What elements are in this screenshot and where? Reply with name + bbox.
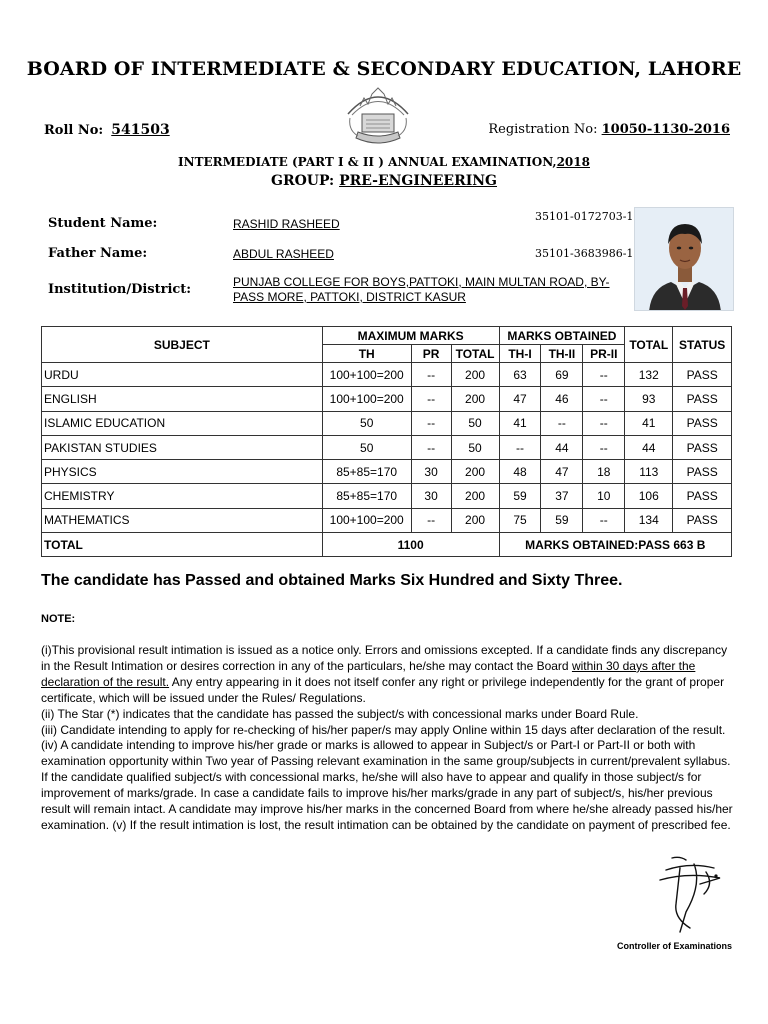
table-row <box>42 387 732 411</box>
max-total-cell: 200 <box>451 387 499 411</box>
pr2-cell: -- <box>583 387 625 411</box>
exam-title <box>0 155 768 169</box>
subject-cell: PHYSICS <box>42 460 323 484</box>
pr2-cell: -- <box>583 363 625 387</box>
th2-cell: 69 <box>541 363 583 387</box>
obtained-total-cell: 132 <box>625 363 673 387</box>
note-title: NOTE: <box>41 613 76 625</box>
th2-cell: 47 <box>541 460 583 484</box>
total-marks-obtained: MARKS OBTAINED:PASS 663 B <box>499 533 731 557</box>
status-cell: PASS <box>673 508 732 532</box>
header-max-total: TOTAL <box>451 345 499 363</box>
status-cell: PASS <box>673 460 732 484</box>
status-cell: PASS <box>673 387 732 411</box>
th1-cell: 41 <box>499 411 541 435</box>
max-total-cell: 50 <box>451 411 499 435</box>
student-cnic: 35101-0172703-1 <box>535 210 634 223</box>
header-subject: SUBJECT <box>42 327 323 363</box>
th1-cell: -- <box>499 435 541 459</box>
subject-cell: ISLAMIC EDUCATION <box>42 411 323 435</box>
group-label: GROUP: <box>270 173 335 189</box>
roll-value: 541503 <box>111 122 170 138</box>
max-th-cell: 50 <box>322 411 411 435</box>
note-body <box>41 643 733 834</box>
board-seal-icon <box>340 84 416 150</box>
subject-cell: CHEMISTRY <box>42 484 323 508</box>
th1-cell: 59 <box>499 484 541 508</box>
max-th-cell: 85+85=170 <box>322 460 411 484</box>
result-summary: The candidate has Passed and obtained Marks Six Hundred and Sixty Three. <box>41 572 623 589</box>
subject-cell: MATHEMATICS <box>42 508 323 532</box>
table-row <box>42 508 732 532</box>
father-cnic: 35101-3683986-1 <box>535 247 634 260</box>
pr2-cell: 18 <box>583 460 625 484</box>
total-max-marks: 1100 <box>322 533 499 557</box>
th2-cell: 44 <box>541 435 583 459</box>
note-paragraph-3: (iii) Candidate intending to apply for re-checking of his/her paper/s may apply Online within 15 days after declaration of the result. (iv) A candidate intending to improve his/her grade or marks is allowed to appear in Subject/s or Part-I or Part-II or both with examination opportunity within Two year of Passing relevant examination in the same group/subjects in current/prevalent syllabus. If the candidate qualified subject/s with concessional marks, he/she will also have to appear and qualify in those subject/s for improvement of marks/grade. In case a candidate fails to improve his/her marks/grade in any part of subject/s, his/her previous result will remain intact. A candidate may improve his/her marks in the concerned Board from where he/she already passed his/her examination. (v) If the result intimation is lost, the result intimation can be obtained by the candidate on payment of prescribed fee. <box>41 722 733 832</box>
institution-label: Institution/District: <box>48 282 192 297</box>
max-total-cell: 50 <box>451 435 499 459</box>
roll-label: Roll No: <box>44 123 104 138</box>
header-pr: PR <box>411 345 451 363</box>
header-th2: TH-II <box>541 345 583 363</box>
max-total-cell: 200 <box>451 484 499 508</box>
th1-cell: 48 <box>499 460 541 484</box>
total-row <box>42 533 732 557</box>
pr2-cell: -- <box>583 411 625 435</box>
signature-mark <box>650 854 730 936</box>
pr2-cell: -- <box>583 435 625 459</box>
max-th-cell: 50 <box>322 435 411 459</box>
header-th: TH <box>322 345 411 363</box>
header-status: STATUS <box>673 327 732 363</box>
obtained-total-cell: 113 <box>625 460 673 484</box>
table-row <box>42 411 732 435</box>
table-row <box>42 435 732 459</box>
subject-cell: ENGLISH <box>42 387 323 411</box>
subject-cell: URDU <box>42 363 323 387</box>
header-th1: TH-I <box>499 345 541 363</box>
header-maximum-marks: MAXIMUM MARKS <box>322 327 499 345</box>
reg-value: 10050-1130-2016 <box>601 122 730 137</box>
institution-line-1: PUNJAB COLLEGE FOR BOYS,PATTOKI, MAIN MULTAN ROAD, BY- <box>233 275 610 289</box>
th2-cell: 59 <box>541 508 583 532</box>
th1-cell: 63 <box>499 363 541 387</box>
status-cell: PASS <box>673 411 732 435</box>
max-pr-cell: -- <box>411 508 451 532</box>
result-table <box>41 326 732 557</box>
exam-year: 2018 <box>556 155 590 169</box>
controller-of-examinations: Controller of Examinations <box>616 941 732 951</box>
subject-cell: PAKISTAN STUDIES <box>42 435 323 459</box>
table-row <box>42 460 732 484</box>
obtained-total-cell: 41 <box>625 411 673 435</box>
total-label: TOTAL <box>42 533 323 557</box>
th1-cell: 75 <box>499 508 541 532</box>
board-title: BOARD OF INTERMEDIATE & SECONDARY EDUCATION, LAHORE <box>26 58 742 80</box>
th2-cell: 37 <box>541 484 583 508</box>
pr2-cell: -- <box>583 508 625 532</box>
max-pr-cell: -- <box>411 387 451 411</box>
obtained-total-cell: 106 <box>625 484 673 508</box>
header-pr2: PR-II <box>583 345 625 363</box>
father-name-label: Father Name: <box>48 246 148 261</box>
note-paragraph-2: (ii) The Star (*) indicates that the candidate has passed the subject/s with concessional marks under Board Rule. <box>41 706 639 721</box>
status-cell: PASS <box>673 363 732 387</box>
father-name-value: ABDUL RASHEED <box>233 247 334 261</box>
institution-line-2: PASS MORE, PATTOKI, DISTRICT KASUR <box>233 290 466 304</box>
max-pr-cell: -- <box>411 411 451 435</box>
status-cell: PASS <box>673 484 732 508</box>
header-total: TOTAL <box>625 327 673 363</box>
roll-number <box>44 122 170 138</box>
student-name-value: RASHID RASHEED <box>233 217 340 231</box>
obtained-total-cell: 134 <box>625 508 673 532</box>
pr2-cell: 10 <box>583 484 625 508</box>
table-row <box>42 484 732 508</box>
registration-number <box>488 122 730 137</box>
group-value: PRE-ENGINEERING <box>339 173 498 189</box>
table-row <box>42 363 732 387</box>
max-th-cell: 100+100=200 <box>322 508 411 532</box>
obtained-total-cell: 44 <box>625 435 673 459</box>
max-pr-cell: 30 <box>411 460 451 484</box>
student-name-label: Student Name: <box>48 216 158 231</box>
status-cell: PASS <box>673 435 732 459</box>
th2-cell: 46 <box>541 387 583 411</box>
th2-cell: -- <box>541 411 583 435</box>
exam-label: INTERMEDIATE (PART I & II ) ANNUAL EXAMINATION, <box>178 155 557 169</box>
max-pr-cell: -- <box>411 363 451 387</box>
obtained-total-cell: 93 <box>625 387 673 411</box>
header-marks-obtained: MARKS OBTAINED <box>499 327 625 345</box>
max-th-cell: 100+100=200 <box>322 363 411 387</box>
reg-label: Registration No: <box>488 122 598 137</box>
max-pr-cell: 30 <box>411 484 451 508</box>
group-line <box>0 173 768 189</box>
student-photo <box>634 207 734 311</box>
max-th-cell: 100+100=200 <box>322 387 411 411</box>
note-text: Any entry appearing in it does not itself confer any right or privilege independently for the grant of proper certificate, which will be issued under the Rules/ Regulations. <box>41 674 725 705</box>
th1-cell: 47 <box>499 387 541 411</box>
note-deadline: within 30 days after the declaration of the result. <box>41 658 696 689</box>
max-th-cell: 85+85=170 <box>322 484 411 508</box>
max-total-cell: 200 <box>451 363 499 387</box>
max-total-cell: 200 <box>451 508 499 532</box>
max-pr-cell: -- <box>411 435 451 459</box>
note-paragraph-1 <box>41 643 733 707</box>
max-total-cell: 200 <box>451 460 499 484</box>
note-text: (i)This provisional result intimation is issued as a notice only. Errors and omissions excepted. If a candidate finds any discrepancy in the Result Intimation or desires correction in any of the particulars, he/she may contact the Board <box>41 643 728 673</box>
